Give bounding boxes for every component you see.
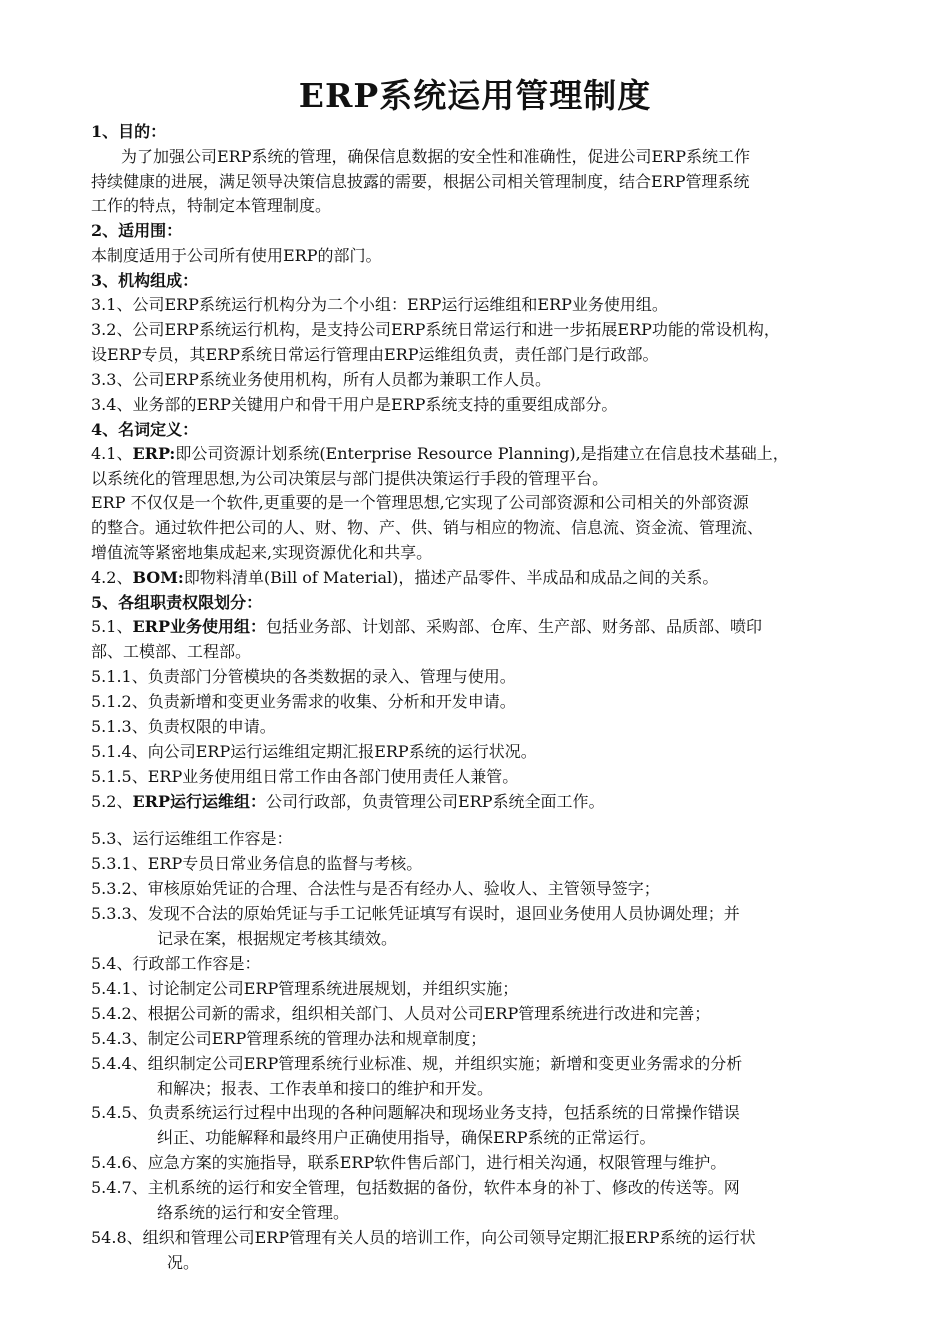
- text-line: 2、适用围：: [91, 221, 183, 240]
- text-line: 纠正、功能解释和最终用户正确使用指导，确保ERP系统的正常运行。: [157, 1128, 656, 1147]
- text-line: 54.8、组织和管理公司ERP管理有关人员的培训工作，向公司领导定期汇报ERP系统的运行状: [91, 1228, 756, 1247]
- term-description: 即公司资源计划系统(Enterprise Resource Planning),是指建立在信息技术基础上，: [175, 444, 789, 463]
- document-title: ERP系统运用管理制度: [298, 76, 652, 115]
- text-line: 为了加强公司ERP系统的管理，确保信息数据的安全性和准确性，促进公司ERP系统工作: [121, 147, 750, 166]
- text-line: 5.4.7、主机系统的运行和安全管理，包括数据的备份，软件本身的补丁、修改的传送等。网: [91, 1178, 740, 1197]
- text-line: 3、机构组成：: [91, 271, 199, 290]
- text-line: 设ERP专员，其ERP系统日常运行管理由ERP运维组负责，责任部门是行政部。: [91, 345, 659, 364]
- text-line: 5.4.6、应急方案的实施指导，联系ERP软件售后部门，进行相关沟通，权限管理与维护。: [91, 1153, 727, 1172]
- item-number: 4.2、: [91, 568, 133, 587]
- item-number: 5.1、: [91, 617, 133, 636]
- text-line: 5.4.3、制定公司ERP管理系统的管理办法和规章制度；: [91, 1029, 487, 1048]
- text-line: 5.1.4、向公司ERP运行运维组定期汇报ERP系统的运行状况。: [91, 742, 537, 761]
- text-line: 1、目的：: [91, 122, 167, 141]
- text-line: 5.4.5、负责系统运行过程中出现的各种问题解决和现场业务支持，包括系统的日常操作错误: [91, 1103, 740, 1122]
- text-line: 记录在案，根据规定考核其绩效。: [157, 929, 398, 948]
- text-line: 工作的特点，特制定本管理制度。: [91, 196, 332, 215]
- text-line: 增值流等紧密地集成起来,实现资源优化和共享。: [91, 543, 433, 562]
- item-number: 5.2、: [91, 792, 133, 811]
- text-line: 5.3.3、发现不合法的原始凭证与手工记帐凭证填写有误时，退回业务使用人员协调处理；并: [91, 904, 740, 923]
- text-line: 3.2、公司ERP系统运行机构，是支持公司ERP系统日常运行和进一步拓展ERP功能的常设机构，: [91, 320, 780, 339]
- text-line: 5.1.1、负责部门分管模块的各类数据的录入、管理与使用。: [91, 667, 516, 686]
- text-line: 5.4、行政部工作容是：: [91, 954, 261, 973]
- text-line: 本制度适用于公司所有使用ERP的部门。: [91, 246, 382, 265]
- text-line: 5.4.1、讨论制定公司ERP管理系统进展规划，并组织实施；: [91, 979, 519, 998]
- term-description: 包括业务部、计划部、采购部、仓库、生产部、财务部、品质部、喷印: [265, 617, 762, 636]
- text-line: 况。: [167, 1253, 200, 1272]
- text-line: 持续健康的进展，满足领导决策信息披露的需要，根据公司相关管理制度，结合ERP管理系统: [91, 172, 750, 191]
- text-line: [91, 616, 762, 638]
- term-description: 公司行政部，负责管理公司ERP系统全面工作。: [265, 792, 605, 811]
- text-line: 3.4、业务部的ERP关键用户和骨干用户是ERP系统支持的重要组成部分。: [91, 395, 618, 414]
- text-line: [91, 791, 604, 813]
- text-line: 的整合。通过软件把公司的人、财、物、产、供、销与相应的物流、信息流、资金流、管理流、: [91, 518, 764, 537]
- text-line: [91, 567, 718, 589]
- text-line: 3.3、公司ERP系统业务使用机构，所有人员都为兼职工作人员。: [91, 370, 551, 389]
- text-line: 5、各组职责权限划分：: [91, 593, 263, 612]
- text-line: 5.4.4、组织制定公司ERP管理系统行业标准、规，并组织实施；新增和变更业务需求的分析: [91, 1054, 743, 1073]
- term-label: BOM:: [132, 568, 184, 587]
- text-line: 以系统化的管理思想,为公司决策层与部门提供决策运行手段的管理平台。: [91, 469, 609, 488]
- text-line: 4、名词定义：: [91, 420, 199, 439]
- text-line: 5.3、运行运维组工作容是：: [91, 829, 293, 848]
- text-line: 5.3.1、ERP专员日常业务信息的监督与考核。: [91, 854, 423, 873]
- item-number: 4.1、: [91, 444, 133, 463]
- text-line: 和解决；报表、工作表单和接口的维护和开发。: [157, 1079, 494, 1098]
- text-line: 络系统的运行和安全管理。: [157, 1203, 350, 1222]
- term-label: ERP运行运维组：: [132, 792, 266, 811]
- text-line: [91, 443, 789, 465]
- text-line: 5.1.2、负责新增和变更业务需求的收集、分析和开发申请。: [91, 692, 516, 711]
- text-line: 5.3.2、审核原始凭证的合理、合法性与是否有经办人、验收人、主管领导签字；: [91, 879, 660, 898]
- term-label: ERP:: [132, 444, 176, 463]
- term-label: ERP业务使用组：: [132, 617, 266, 636]
- text-line: 3.1、公司ERP系统运行机构分为二个小组：ERP运行运维组和ERP业务使用组。: [91, 295, 668, 314]
- text-line: 5.4.2、根据公司新的需求，组织相关部门、人员对公司ERP管理系统进行改进和完善；: [91, 1004, 711, 1023]
- term-description: 即物料清单(Bill of Material)，描述产品零件、半成品和成品之间的关系。: [183, 568, 719, 587]
- text-line: ERP 不仅仅是一个软件,更重要的是一个管理思想,它实现了公司部资源和公司相关的外部资源: [91, 493, 749, 512]
- text-line: 5.1.5、ERP业务使用组日常工作由各部门使用责任人兼管。: [91, 767, 519, 786]
- text-line: 5.1.3、负责权限的申请。: [91, 717, 276, 736]
- text-line: 部、工模部、工程部。: [91, 642, 252, 661]
